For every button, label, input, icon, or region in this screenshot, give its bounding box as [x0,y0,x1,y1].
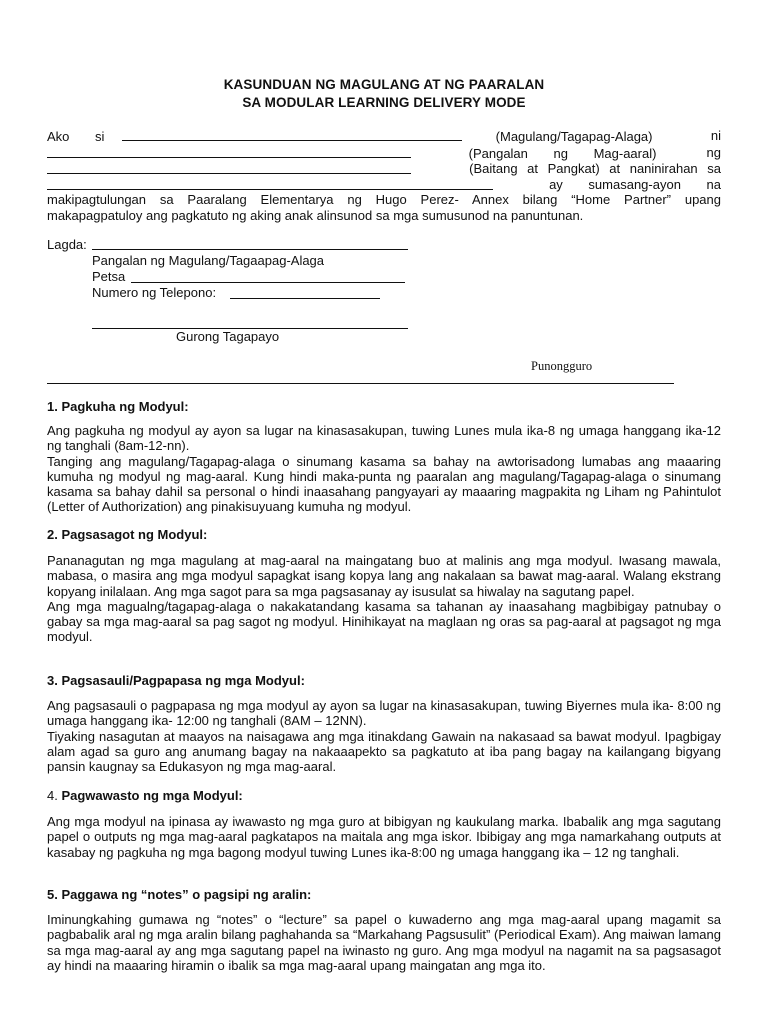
document-title-line-2: SA MODULAR LEARNING DELIVERY MODE [242,95,526,110]
date-line [131,282,405,283]
section-4-body [47,814,721,860]
intro-line-3 [47,161,721,178]
section-4-title: Pagwawasto ng mga Modyul: [61,788,243,803]
ako-si-label: Ako si [47,129,105,144]
intro-line-6: makapagpatuloy ang pagkatuto ng aking anak alinsunod sa mga sumusunod na panuntunan. [47,208,584,223]
section-4-heading [47,788,243,804]
parent-name-blank [122,128,462,141]
parent-name-caption: Pangalan ng Magulang/Tagaapag-Alaga [92,253,325,268]
principal-caption: Punongguro [531,359,593,373]
section-1-body [47,423,721,515]
section-4-paragraph-1: Ang mga modyul na ipinasa ay iwawasto ng mga guro at bibigyan ng kaukulang marka. Ibabalik ang mga sagutang papel o outputs ng mga mag-aaral pagkatapos na maitala ang mga iskor. Ibibigay ang mga namarkahang outputs at kasabay ng pagkuha ng mga bagong modyul tuwing Lunes ika-8:00 ng umaga hanggang ika – 12 ng tanghali. [47,814,721,860]
section-2-paragraph-2: Ang mga magualng/tagapag-alaga o nakakatandang kasama sa tahanan ay inaasahang magbibigay patnubay o gabay sa mga mag-aaral sa pag sagot ng modyul. Hinihikayat na maglaan ng oras sa pag-aaral at pagsagot ng mga modyul. [47,598,721,645]
intro-line-2 [47,145,721,162]
adviser-caption: Gurong Tagapayo [176,329,280,344]
ni-label: ni [710,128,721,143]
intro-line-5: makipagtulungan sa Paaralang Elementarya ng Hugo Perez- Annex bilang “Home Partner” upang [47,192,721,207]
student-name-blank [47,145,411,158]
date-label: Petsa [92,269,126,284]
lagda-label: Lagda: [47,237,87,252]
phone-line [230,298,380,299]
student-name-label: (Pangalan ng Mag-aaral) [468,146,657,161]
section-4-number: 4. [47,788,58,803]
section-3-paragraph-2: Tiyaking nasagutan at maayos na naisagawa ang mga itinakdang Gawain na nakasaad sa bawat modyul. Ipagbigay alam agad sa guro ang anumang bagay na nakaaapekto sa pagkatuto at iba pang bagay na kailangang bigyang pansin kaugnay sa Edukasyon ng mga mag-aaral. [47,728,721,775]
section-2-paragraph-1: Pananagutan ng mga magulang at mag-aaral na maingatang buo at malinis ang mga modyul. Iwasang mawala, mabasa, o masira ang mga modyul sapagkat isang kopya lang ang nakalaan sa bawat mag-aaral. Walang ekstrang kopyang inilalaan. Ang mga sagot para sa mga pagsasanay ay isusulat sa hiwalay na sagutang papel. [47,553,721,599]
section-3-paragraph-1: Ang pagsasauli o pagpapasa ng mga modyul ay ayon sa lugar na kinasasakupan, tuwing Biyernes mula ika- 8:00 ng umaga hanggang ika- 12:00 ng tanghali (8AM – 12NN). [47,698,721,729]
section-1-paragraph-1: Ang pagkuha ng modyul ay ayon sa lugar na kinasasakupan, tuwing Lunes mula ika-8 ng umaga hanggang ika-12 ng tanghali (8am-12-nn). [47,423,721,454]
document-title-line-1: KASUNDUAN NG MAGULANG AT NG PAARALAN [223,77,545,92]
section-5-paragraph-1: Iminungkahing gumawa ng “notes” o “lecture” sa papel o kuwaderno ang mga mag-aaral upang magamit sa pagbabalik aral ng mga aralin bilang paghahanda sa “Markahang Pagsusulit” (Periodical Exam). Ang maiwan lamang sa mga mag-aaral ay ang mga sagutang papel na iwinasto ng guro. Ang mga modyul na nagamit na sa pagsasagot ay hindi na maaaring hiramin o ibalik sa mga mag-aaral upang maingatan ang mga ito. [47,912,721,973]
section-3-body [47,698,721,774]
parent-role-label: (Magulang/Tagapag-Alaga) [495,129,653,144]
grade-section-blank [47,161,411,174]
section-1-paragraph-2: Tanging ang magulang/Tagapag-alaga o sinumang kasama sa bahay na awtorisadong lumabas ang maaaring kumuha ng modyul ng mag-aaral. Kung hindi maka-punta ng paaralan ang magulang/Tagapag-alaga o sinumang kasama sa bahay dahil sa personal o hindi inaasahang pangyayari ay maaaring magpakita ng Liham ng Pahintulot (Letter of Authorization) ang pinakisuyuang kumuha ng modyul. [47,453,721,515]
section-5-heading: 5. Paggawa ng “notes” o pagsipi ng aralin: [47,887,312,902]
section-3-heading: 3. Pagsasauli/Pagpapasa ng mga Modyul: [47,673,305,688]
address-blank [47,177,493,190]
principal-signature-line [47,383,674,384]
grade-section-label: (Baitang at Pangkat) at naninirahan sa [469,161,721,176]
section-5-body [47,912,721,973]
agrees-label: ay sumasang-ayon na [549,177,721,192]
section-1-heading: 1. Pagkuha ng Modyul: [47,399,189,414]
section-2-heading: 2. Pagsasagot ng Modyul: [47,527,208,542]
signature-line [92,249,408,250]
section-2-body [47,553,721,645]
phone-label: Numero ng Telepono: [92,285,217,300]
ng-label: ng [706,145,721,160]
intro-line-1 [47,128,721,145]
